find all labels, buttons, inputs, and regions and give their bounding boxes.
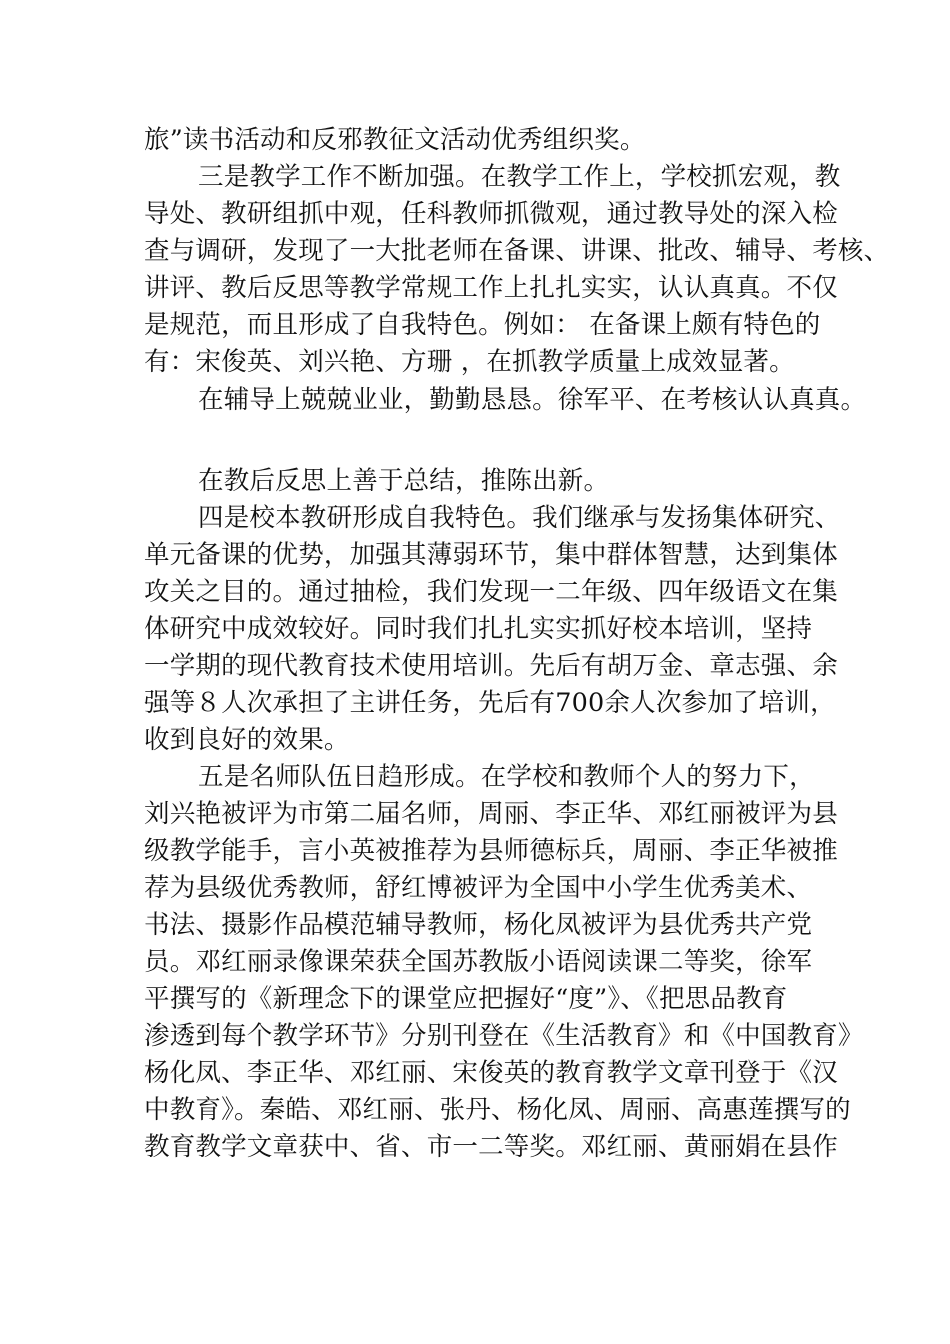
text-line: 攻关之目的。通过抽检，我们发现一二年级、四年级语文在集: [144, 577, 838, 607]
text-line: 在辅导上兢兢业业，勤勤恳恳。徐军平、在考核认认真真。: [198, 385, 867, 415]
text-line: 一学期的现代教育技术使用培训。先后有胡万金、章志强、余: [144, 651, 838, 681]
text-line: 查与调研，发现了一大批老师在备课、讲课、批改、辅导、考核、: [144, 236, 890, 266]
text-line: 单元备课的优势，加强其薄弱环节，集中群体智慧，达到集体: [144, 540, 838, 570]
text-line: 是规范，而且形成了自我特色。例如： 在备课上颇有特色的: [144, 310, 821, 340]
text-line: 导处、教研组抓中观，任科教师抓微观，通过教导处的深入检: [144, 199, 838, 229]
text-line: 有：宋俊英、刘兴艳、方珊 ，在抓教学质量上成效显著。: [144, 347, 795, 377]
text-line: 中教育》。秦皓、邓红丽、张丹、杨化凤、周丽、高惠莲撰写的: [144, 1095, 851, 1125]
text-line: 旅”读书活动和反邪教征文活动优秀组织奖。: [144, 125, 646, 155]
text-line: 荐为县级优秀教师，舒红博被评为全国中小学生优秀美术、: [144, 873, 813, 903]
text-line: 渗透到每个教学环节》分别刊登在《生活教育》和《中国教育》: [144, 1021, 864, 1051]
text-line: 在教后反思上善于总结，推陈出新。: [198, 466, 610, 496]
text-line: 体研究中成效较好。同时我们扎扎实实抓好校本培训，坚持: [144, 614, 813, 644]
text-line: 平撰写的《新理念下的课堂应把握好“度”》、《把思品教育: [144, 984, 788, 1014]
paragraph-four-start: 四是校本教研形成自我特色。我们继承与发扬集体研究、: [198, 503, 841, 533]
text-line: 教育教学文章获中、省、市一二等奖。邓红丽、黄丽娟在县作: [144, 1132, 838, 1162]
text-line: 收到良好的效果。: [144, 725, 350, 755]
paragraph-three-start: 三是教学工作不断加强。在教学工作上，学校抓宏观，教: [198, 162, 841, 192]
text-line: 杨化凤、李正华、邓红丽、宋俊英的教育教学文章刊登于《汉: [144, 1058, 838, 1088]
paragraph-five-start: 五是名师队伍日趋形成。在学校和教师个人的努力下，: [198, 762, 815, 792]
text-line: 级教学能手，言小英被推荐为县师德标兵，周丽、李正华被推: [144, 836, 838, 866]
text-line: 员。邓红丽录像课荣获全国苏教版小语阅读课二等奖，徐军: [144, 947, 813, 977]
text-line: 书法、摄影作品模范辅导教师，杨化凤被评为县优秀共产党: [144, 910, 813, 940]
text-line: 强等８人次承担了主讲任务，先后有700余人次参加了培训，: [144, 688, 836, 718]
text-line: 刘兴艳被评为市第二届名师，周丽、李正华、邓红丽被评为县: [144, 799, 838, 829]
text-line: 讲评、教后反思等教学常规工作上扎扎实实，认认真真。不仅: [144, 273, 838, 303]
